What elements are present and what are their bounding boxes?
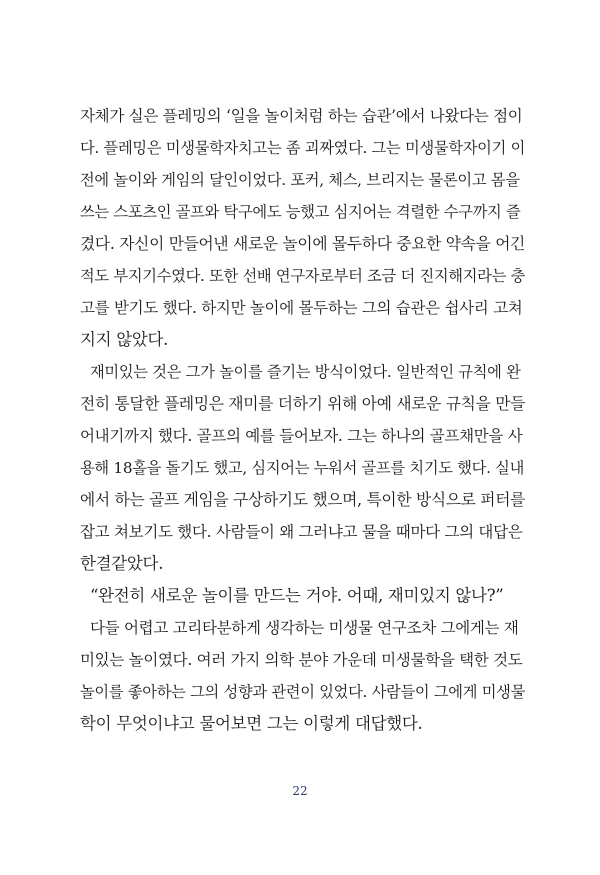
text-line: 겼다. 자신이 만들어낸 새로운 놀이에 몰두하다 중요한 약속을 어긴 [80,234,526,253]
text-line: 전에 놀이와 게임의 달인이었다. 포커, 체스, 브리지는 물론이고 몸을 [80,171,520,189]
text-line: 놀이를 좋아하는 그의 성향과 관련이 있었다. 사람들이 그에게 미생물 [80,683,526,701]
page-number: 22 [292,784,308,798]
text-line: 한결같았다. [80,554,164,573]
text-line: 에서 하는 골프 게임을 구상하기도 했으며, 특이한 방식으로 퍼터를 [80,490,526,509]
text-line: 다들 어렵고 고리타분하게 생각하는 미생물 연구조차 그에게는 재 [90,619,519,637]
text-line: 미있는 놀이였다. 여러 가지 의학 분야 가운데 미생물학을 택한 것도 [80,651,523,669]
text-line: 재미있는 것은 그가 놀이를 즐기는 방식이었다. 일반적인 규칙에 완 [90,363,521,381]
text-line: 용해 18홀을 돌기도 했고, 심지어는 누워서 골프를 치기도 했다. 실내 [80,459,525,477]
text-line: 쓰는 스포츠인 골프와 탁구에도 능했고 심지어는 격렬한 수구까지 즐 [80,203,521,221]
body-text [80,100,525,740]
text-line: 지지 않았다. [80,330,169,349]
text-line: 잡고 쳐보기도 했다. 사람들이 왜 그러냐고 물을 때마다 그의 대답은 [80,523,523,541]
text-line: 적도 부지기수였다. 또한 선배 연구자로부터 조금 더 진지해지라는 충 [80,267,526,285]
text-line: 어내기까지 했다. 골프의 예를 들어보자. 그는 하나의 골프채만을 사 [80,427,523,445]
dialogue-line: “완전히 새로운 놀이를 만드는 거야. 어때, 재미있지 않나?” [90,586,504,605]
text-line: 학이 무엇이냐고 물어보면 그는 이렇게 대답했다. [80,714,423,733]
text-line: 자체가 실은 플레밍의 ‘일을 놀이처럼 하는 습관’에서 나왔다는 점이 [80,107,523,125]
text-line: 다. 플레밍은 미생물학자치고는 좀 괴짜였다. 그는 미생물학자이기 이 [80,139,526,157]
text-line: 고를 받기도 했다. 하지만 놀이에 몰두하는 그의 습관은 쉽사리 고쳐 [80,299,523,317]
text-line: 전히 통달한 플레밍은 재미를 더하기 위해 아예 새로운 규칙을 만들 [80,394,526,413]
